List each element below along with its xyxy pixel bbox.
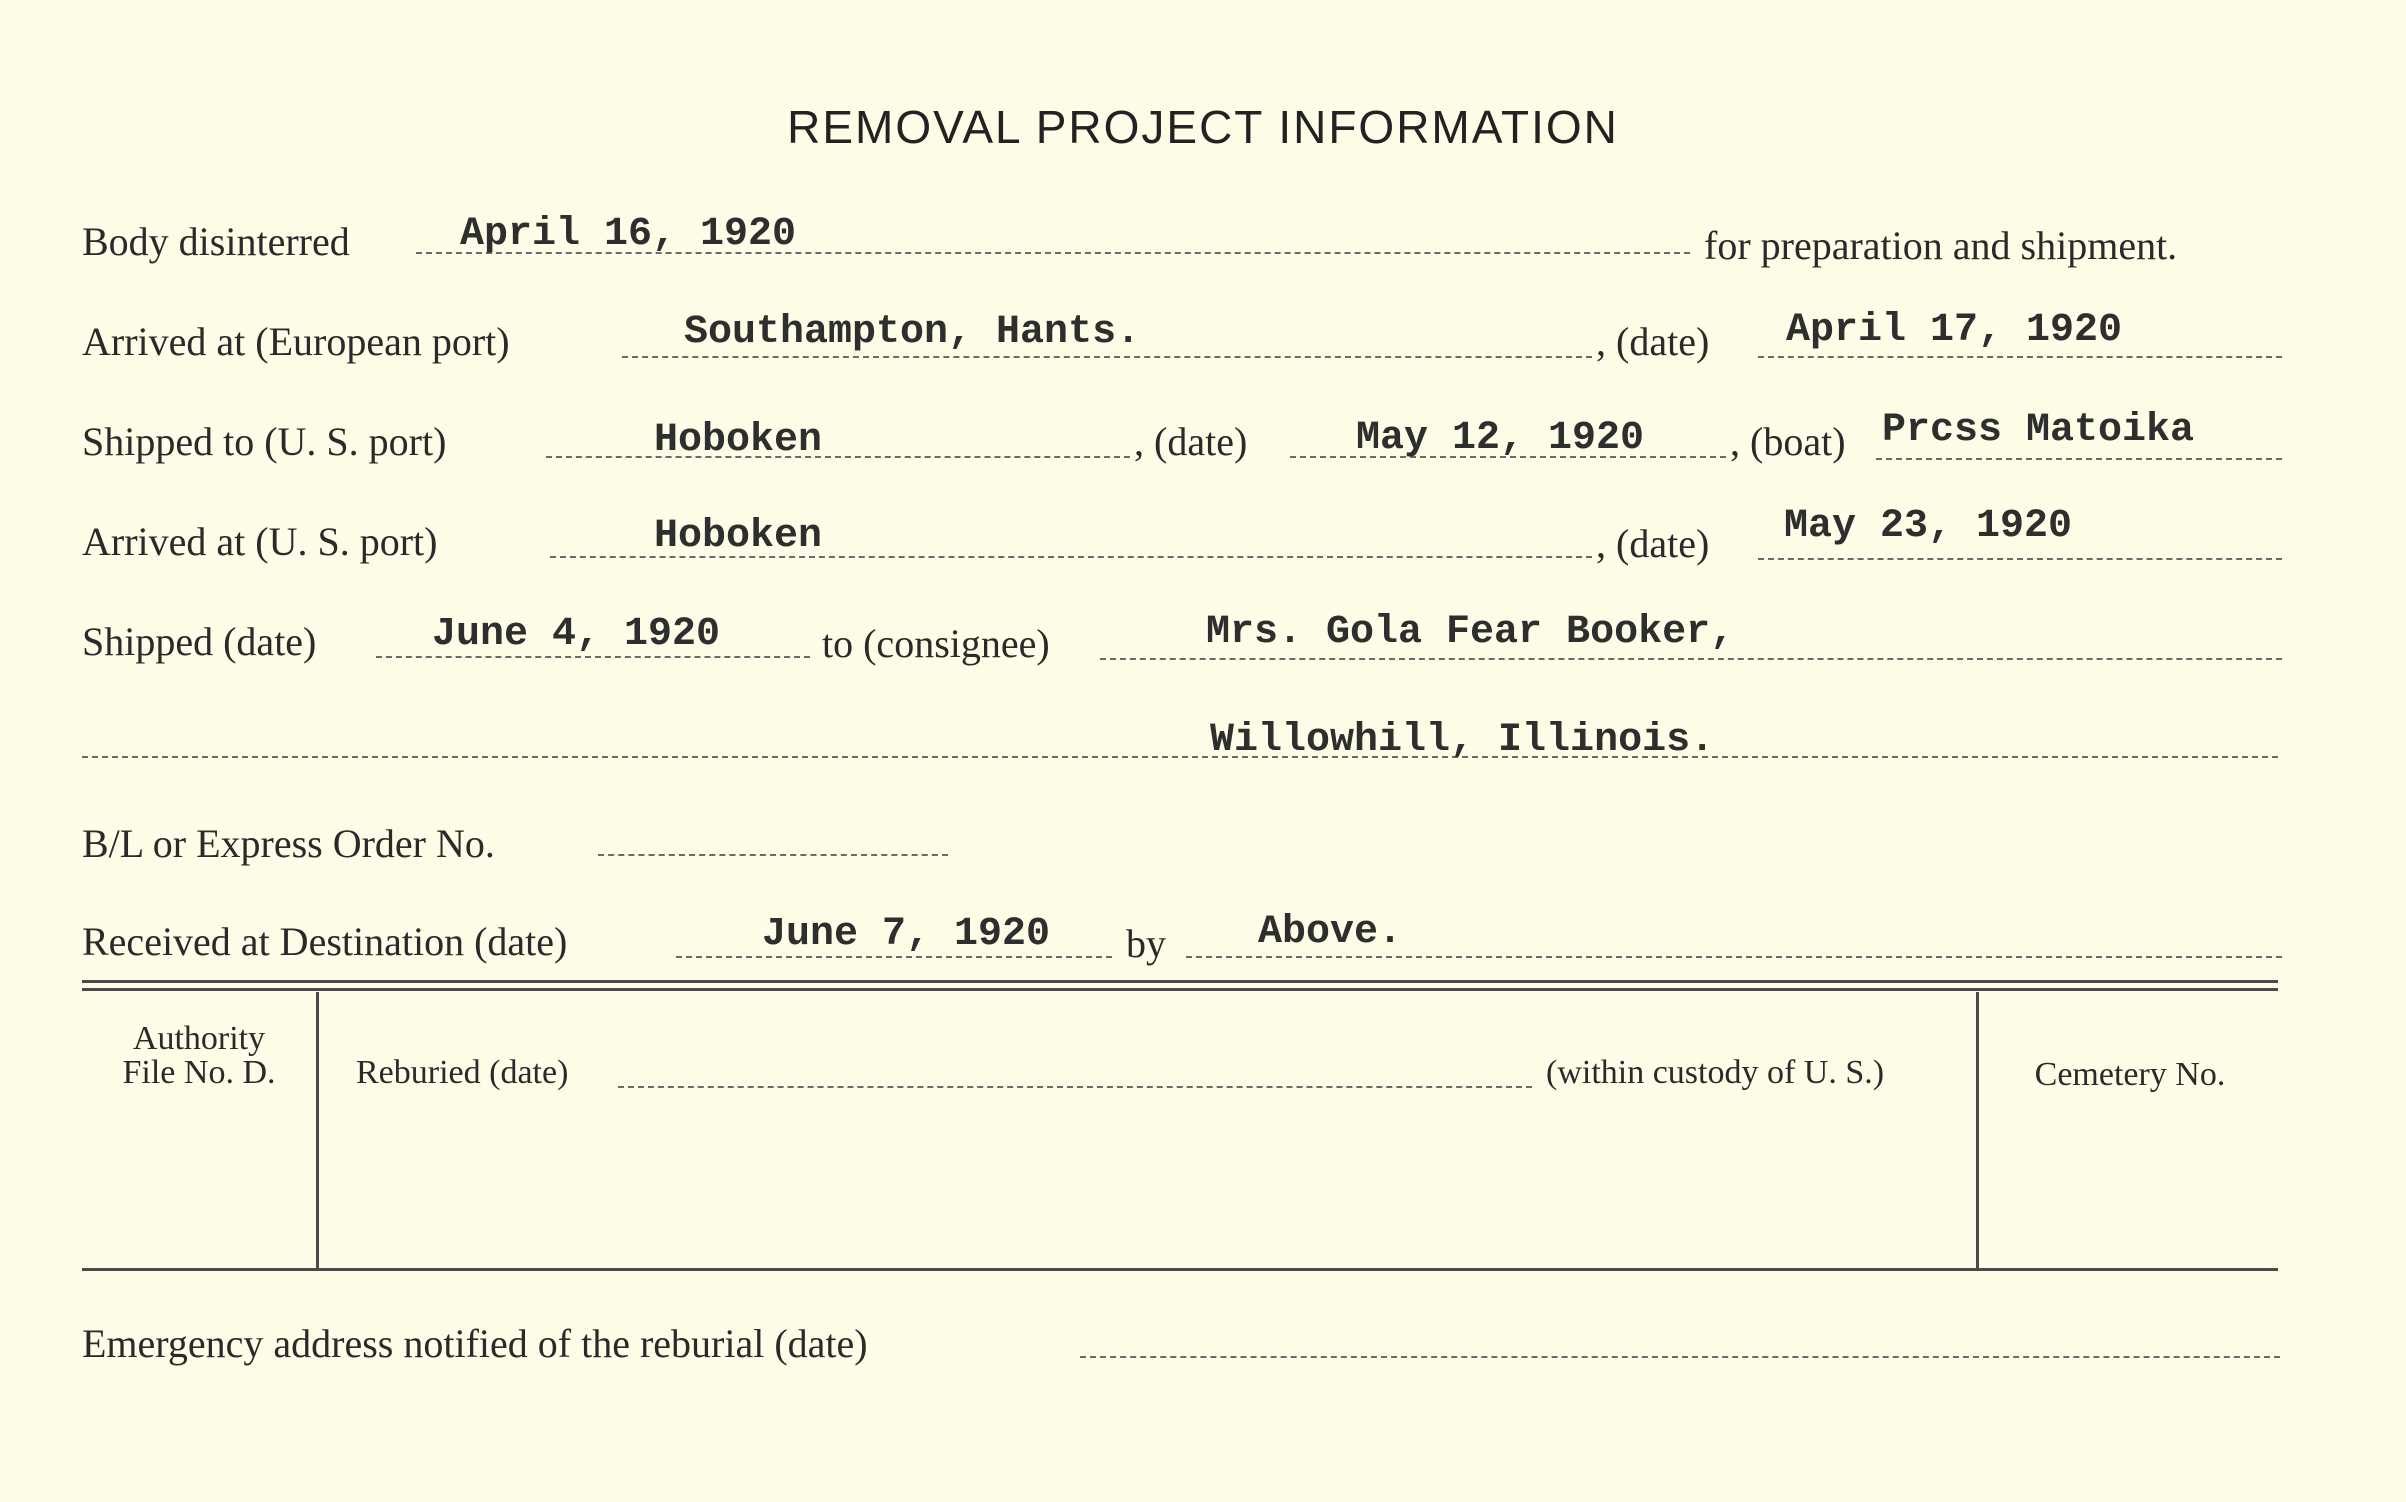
disinterred-date: April 16, 1920 xyxy=(460,212,797,257)
shipped-us-port-line xyxy=(546,456,1130,458)
european-date-line xyxy=(1758,356,2282,358)
custody-label: (within custody of U. S.) xyxy=(1546,1054,1885,1091)
reburied-line xyxy=(618,1086,1532,1088)
shipped-date-value: June 4, 1920 xyxy=(432,612,721,657)
european-date-label: , (date) xyxy=(1596,319,1710,364)
received-by-line xyxy=(1186,956,2282,958)
consignee-line xyxy=(1100,658,2282,660)
disinterred-label: Body disinterred xyxy=(82,219,350,264)
consignee-line-2 xyxy=(82,756,2278,758)
consignee-address: Willowhill, Illinois. xyxy=(1210,718,1715,763)
arrived-us-date-label: , (date) xyxy=(1596,521,1710,566)
bl-line xyxy=(598,854,948,856)
shipped-us-date: May 12, 1920 xyxy=(1356,416,1645,461)
emergency-line xyxy=(1080,1356,2280,1358)
arrived-us-date-line xyxy=(1758,558,2282,560)
shipped-us-date-label: , (date) xyxy=(1134,419,1248,464)
cemetery-label: Cemetery No. xyxy=(2034,1056,2226,1093)
received-date-value: June 7, 1920 xyxy=(762,912,1051,957)
table-top-rule-2 xyxy=(82,988,2278,991)
reburied-label: Reburied (date) xyxy=(356,1054,569,1091)
european-port-label: Arrived at (European port) xyxy=(82,319,510,364)
arrived-us-port: Hoboken xyxy=(654,514,823,559)
european-date-value: April 17, 1920 xyxy=(1786,308,2123,353)
authority-label-2: File No. D. xyxy=(122,1054,276,1091)
table-bottom-rule xyxy=(82,1268,2278,1271)
bl-label: B/L or Express Order No. xyxy=(82,821,495,866)
boat-label: , (boat) xyxy=(1730,419,1846,464)
emergency-label: Emergency address notified of the reburial (date) xyxy=(82,1321,868,1366)
european-port-line xyxy=(622,356,1592,358)
shipped-date-label: Shipped (date) xyxy=(82,619,317,664)
boat-line xyxy=(1876,458,2282,460)
card-title: REMOVAL PROJECT INFORMATION xyxy=(787,101,1619,153)
authority-label-1: Authority xyxy=(132,1020,266,1057)
table-top-rule xyxy=(82,980,2278,983)
received-label: Received at Destination (date) xyxy=(82,919,568,964)
consignee-label: to (consignee) xyxy=(822,621,1050,666)
european-port-value: Southampton, Hants. xyxy=(684,310,1141,355)
consignee-value: Mrs. Gola Fear Booker, xyxy=(1206,610,1735,655)
table-divider-left xyxy=(316,992,319,1268)
table-divider-right xyxy=(1976,992,1979,1268)
arrived-us-label: Arrived at (U. S. port) xyxy=(82,519,438,564)
disinterred-suffix: for preparation and shipment. xyxy=(1704,223,2178,268)
shipped-us-port: Hoboken xyxy=(654,418,823,463)
received-by-value: Above. xyxy=(1258,910,1403,955)
arrived-us-date: May 23, 1920 xyxy=(1784,504,2073,549)
received-by-label: by xyxy=(1126,921,1166,966)
shipped-us-label: Shipped to (U. S. port) xyxy=(82,419,447,464)
boat-value: Prcss Matoika xyxy=(1882,408,2195,453)
